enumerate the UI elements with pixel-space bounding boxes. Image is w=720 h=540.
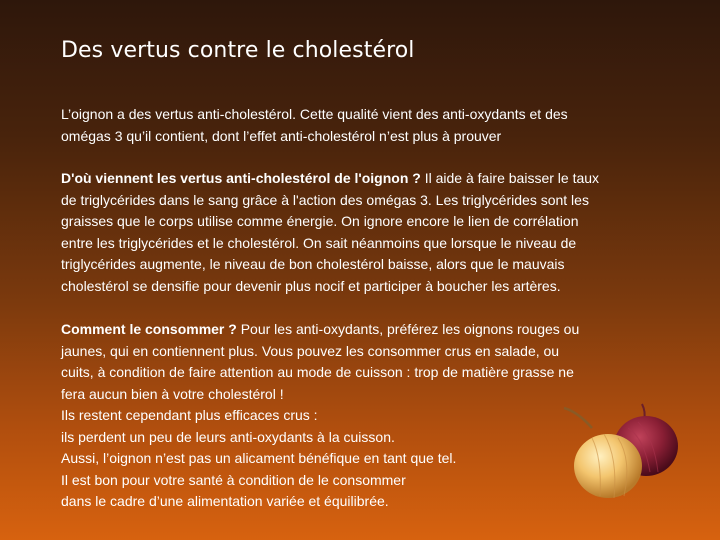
origin-heading: D'où viennent les vertus anti-cholestérol de l'oignon ? — [61, 170, 421, 186]
origin-line: Il aide à faire baisser le taux — [420, 170, 600, 186]
consume-line: Aussi, l’oignon n’est pas un alicament bénéfique en tant que tel. — [61, 450, 457, 466]
intro-line: L’oignon a des vertus anti-cholestérol. Cette qualité vient des anti-oxydants et des — [61, 106, 568, 122]
consume-line: Il est bon pour votre santé à condition de le consommer — [61, 471, 406, 488]
consume-line: fera aucun bien à votre cholestérol ! — [61, 385, 284, 402]
consume-line: Pour les anti-oxydants, préférez les oignons rouges ou — [236, 321, 580, 337]
consume-heading: Comment le consommer ? — [61, 321, 237, 337]
consume-line: cuits, à condition de faire attention au mode de cuisson : trop de matière grasse ne — [61, 364, 574, 380]
intro-line: omégas 3 qu’il contient, dont l’effet anti-cholestérol n’est plus à prouver — [61, 127, 502, 144]
origin-line: graisses que le corps utilise comme énergie. On ignore encore le lien de corrélation — [61, 213, 579, 229]
origin-first-line — [61, 168, 676, 190]
consume-line: ils perdent un peu de leurs anti-oxydants à la cuisson. — [61, 428, 395, 445]
origin-paragraph — [61, 168, 676, 297]
onions-image — [558, 398, 688, 508]
origin-line: de triglycérides dans le sang grâce à l'action des omégas 3. Les triglycérides sont les — [61, 191, 589, 208]
consume-line: dans le cadre d’une alimentation variée et équilibrée. — [61, 493, 389, 509]
slide-title: Des vertus contre le cholestérol — [61, 38, 415, 63]
origin-line: cholestérol se densifie pour devenir plus nocif et participer à boucher les artères. — [61, 277, 561, 294]
consume-first-line — [61, 319, 676, 341]
consume-line: Ils restent cependant plus efficaces crus : — [61, 407, 318, 423]
intro-paragraph — [61, 104, 676, 147]
origin-line: entre les triglycérides et le cholestérol. On sait néanmoins que lorsque le niveau de — [61, 234, 577, 251]
consume-line: jaunes, qui en contiennent plus. Vous pouvez les consommer crus en salade, ou — [61, 342, 560, 359]
origin-line: triglycérides augmente, le niveau de bon cholestérol baisse, alors que le mauvais — [61, 256, 565, 272]
